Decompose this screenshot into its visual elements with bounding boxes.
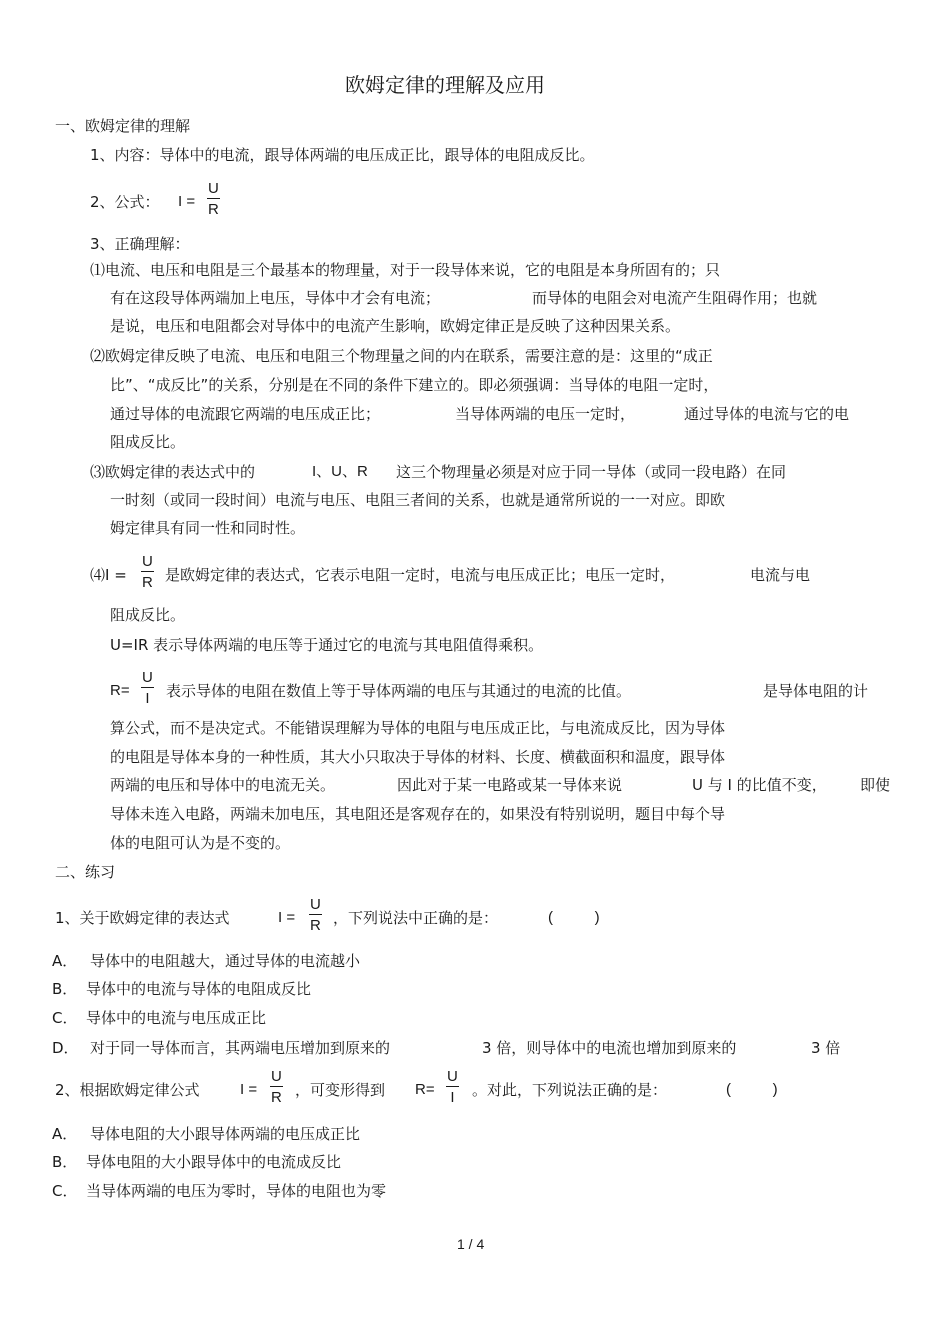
question-stem: 。对此，下列说法正确的是：: [472, 1081, 668, 1099]
fraction-numerator: U: [208, 180, 219, 197]
option-label: B．: [52, 1153, 78, 1171]
paragraph-line: 这三个物理量必须是对应于同一导体（或同一段电路）在同: [396, 463, 787, 481]
option-label: C．: [52, 1009, 78, 1027]
question-stem: 1、关于欧姆定律的表达式: [55, 909, 230, 927]
paragraph-line: ⑷I =: [90, 566, 127, 584]
formula-fraction: [141, 553, 154, 591]
paragraph-line: 即使: [860, 776, 891, 794]
option-text: 导体中的电流与电压成正比: [86, 1009, 267, 1027]
formula-label: 2、公式：: [90, 193, 160, 211]
formula-fraction: [446, 1068, 459, 1106]
paragraph-line: 是欧姆定律的表达式，它表示电阻一定时，电流与电压成正比；电压一定时，: [165, 566, 676, 584]
paragraph-line: 的电阻是导体本身的一种性质，其大小只取决于导体的材料、长度、横截面积和温度，跟导体: [110, 748, 726, 766]
paragraph-line: 阻成反比。: [110, 433, 186, 451]
paragraph-line: 算公式，而不是决定式。不能错误理解为导体的电阻与电压成正比，与电流成反比，因为导体: [110, 719, 726, 737]
question-formula-lhs: I =: [240, 1081, 258, 1098]
paragraph-line: 两端的电压和导体中的电流无关。: [110, 776, 336, 794]
uir-line: U=IR 表示导体两端的电压等于通过它的电流与其电阻值得乘积。: [110, 636, 544, 654]
paragraph-line: 因此对于某一电路或某一导体来说: [397, 776, 623, 794]
paragraph-line: 是导体电阻的计: [763, 682, 869, 700]
fraction-numerator: U: [310, 896, 321, 913]
paragraph-line: 姆定律具有同一性和同时性。: [110, 519, 306, 537]
question-formula-lhs: R=: [415, 1081, 435, 1098]
fraction-numerator: U: [142, 669, 153, 686]
option-text: 3 倍，则导体中的电流也增加到原来的: [482, 1039, 737, 1057]
option-text: 对于同一导体而言，其两端电压增加到原来的: [90, 1039, 391, 1057]
section1-heading: 一、欧姆定律的理解: [55, 117, 191, 135]
fraction-numerator: U: [271, 1068, 282, 1085]
paragraph-line: 是说，电压和电阻都会对导体中的电流产生影响，欧姆定律正是反映了这种因果关系。: [110, 317, 681, 335]
paragraph-line: ⑶欧姆定律的表达式中的: [90, 463, 256, 481]
option-label: C．: [52, 1182, 78, 1200]
option-label: A．: [52, 1125, 78, 1143]
r-formula-lhs: R=: [110, 682, 130, 699]
question-stem: ，下列说法中正确的是：: [333, 909, 499, 927]
paragraph-line: ⑵欧姆定律反映了电流、电压和电阻三个物理量之间的内在联系，需要注意的是：这里的“成正: [90, 347, 713, 365]
option-label: B．: [52, 980, 78, 998]
fraction-denominator: R: [271, 1089, 282, 1106]
option-text: 导体电阻的大小跟导体中的电流成反比: [86, 1153, 342, 1171]
fraction-bar: [446, 1086, 459, 1087]
option-text: 当导体两端的电压为零时，导体的电阻也为零: [86, 1182, 387, 1200]
formula-fraction: [270, 1068, 283, 1106]
fraction-denominator: I: [145, 690, 150, 707]
page-number: 1 / 4: [457, 1236, 485, 1252]
option-text: 导体中的电流与导体的电阻成反比: [86, 980, 312, 998]
question-stem: 2、根据欧姆定律公式: [55, 1081, 200, 1099]
page-title: 欧姆定律的理解及应用: [345, 73, 545, 97]
option-text: 3 倍: [811, 1039, 841, 1057]
paragraph-line: I、U、R: [312, 463, 368, 480]
option-text: 导体电阻的大小跟导体两端的电压成正比: [90, 1125, 361, 1143]
paragraph-line: 阻成反比。: [110, 606, 186, 624]
fraction-denominator: I: [450, 1089, 455, 1106]
answer-blank: ( ): [726, 1081, 778, 1098]
paragraph-line: 比”、“成反比”的关系，分别是在不同的条件下建立的。即必须强调：当导体的电阻一定时，: [110, 376, 719, 394]
formula-lhs: I =: [178, 193, 196, 210]
fraction-denominator: R: [208, 201, 219, 218]
fraction-numerator: U: [447, 1068, 458, 1085]
paragraph-line: 体的电阻可认为是不变的。: [110, 834, 291, 852]
fraction-bar: [141, 687, 154, 688]
content-item: 1、内容：导体中的电流，跟导体两端的电压成正比，跟导体的电阻成反比。: [90, 146, 595, 164]
paragraph-line: 通过导体的电流跟它两端的电压成正比；: [110, 405, 381, 423]
fraction-denominator: R: [142, 574, 153, 591]
paragraph-line: 而导体的电阻会对电流产生阻碍作用；也就: [532, 289, 818, 307]
paragraph-line: 一时刻（或同一段时间）电流与电压、电阻三者间的关系，也就是通常所说的一一对应。即欧: [110, 491, 726, 509]
fraction-denominator: R: [310, 917, 321, 934]
paragraph-line: 通过导体的电流与它的电: [684, 405, 850, 423]
formula-fraction: [141, 669, 154, 707]
formula-fraction: [309, 896, 322, 934]
understanding-label: 3、正确理解：: [90, 235, 190, 253]
formula-fraction: [207, 180, 220, 218]
paragraph-line: U 与 I 的比值不变，: [692, 776, 827, 794]
fraction-bar: [207, 198, 220, 199]
fraction-bar: [141, 571, 154, 572]
paragraph-line: 当导体两端的电压一定时，: [455, 405, 636, 423]
section2-heading: 二、练习: [55, 863, 116, 881]
paragraph-line: ⑴电流、电压和电阻是三个最基本的物理量，对于一段导体来说，它的电阻是本身所固有的；只: [90, 261, 721, 279]
question-formula-lhs: I =: [278, 909, 296, 926]
fraction-numerator: U: [142, 553, 153, 570]
question-stem: ，可变形得到: [295, 1081, 386, 1099]
option-label: D．: [52, 1039, 79, 1057]
fraction-bar: [270, 1086, 283, 1087]
paragraph-line: 电流与电: [750, 566, 811, 584]
option-text: 导体中的电阻越大，通过导体的电流越小: [90, 952, 361, 970]
paragraph-line: 表示导体的电阻在数值上等于导体两端的电压与其通过的电流的比值。: [166, 682, 632, 700]
paragraph-line: 有在这段导体两端加上电压，导体中才会有电流；: [110, 289, 441, 307]
answer-blank: ( ): [548, 909, 600, 926]
paragraph-line: 导体未连入电路，两端未加电压，其电阻还是客观存在的，如果没有特别说明，题目中每个导: [110, 805, 726, 823]
fraction-bar: [309, 914, 322, 915]
option-label: A．: [52, 952, 78, 970]
